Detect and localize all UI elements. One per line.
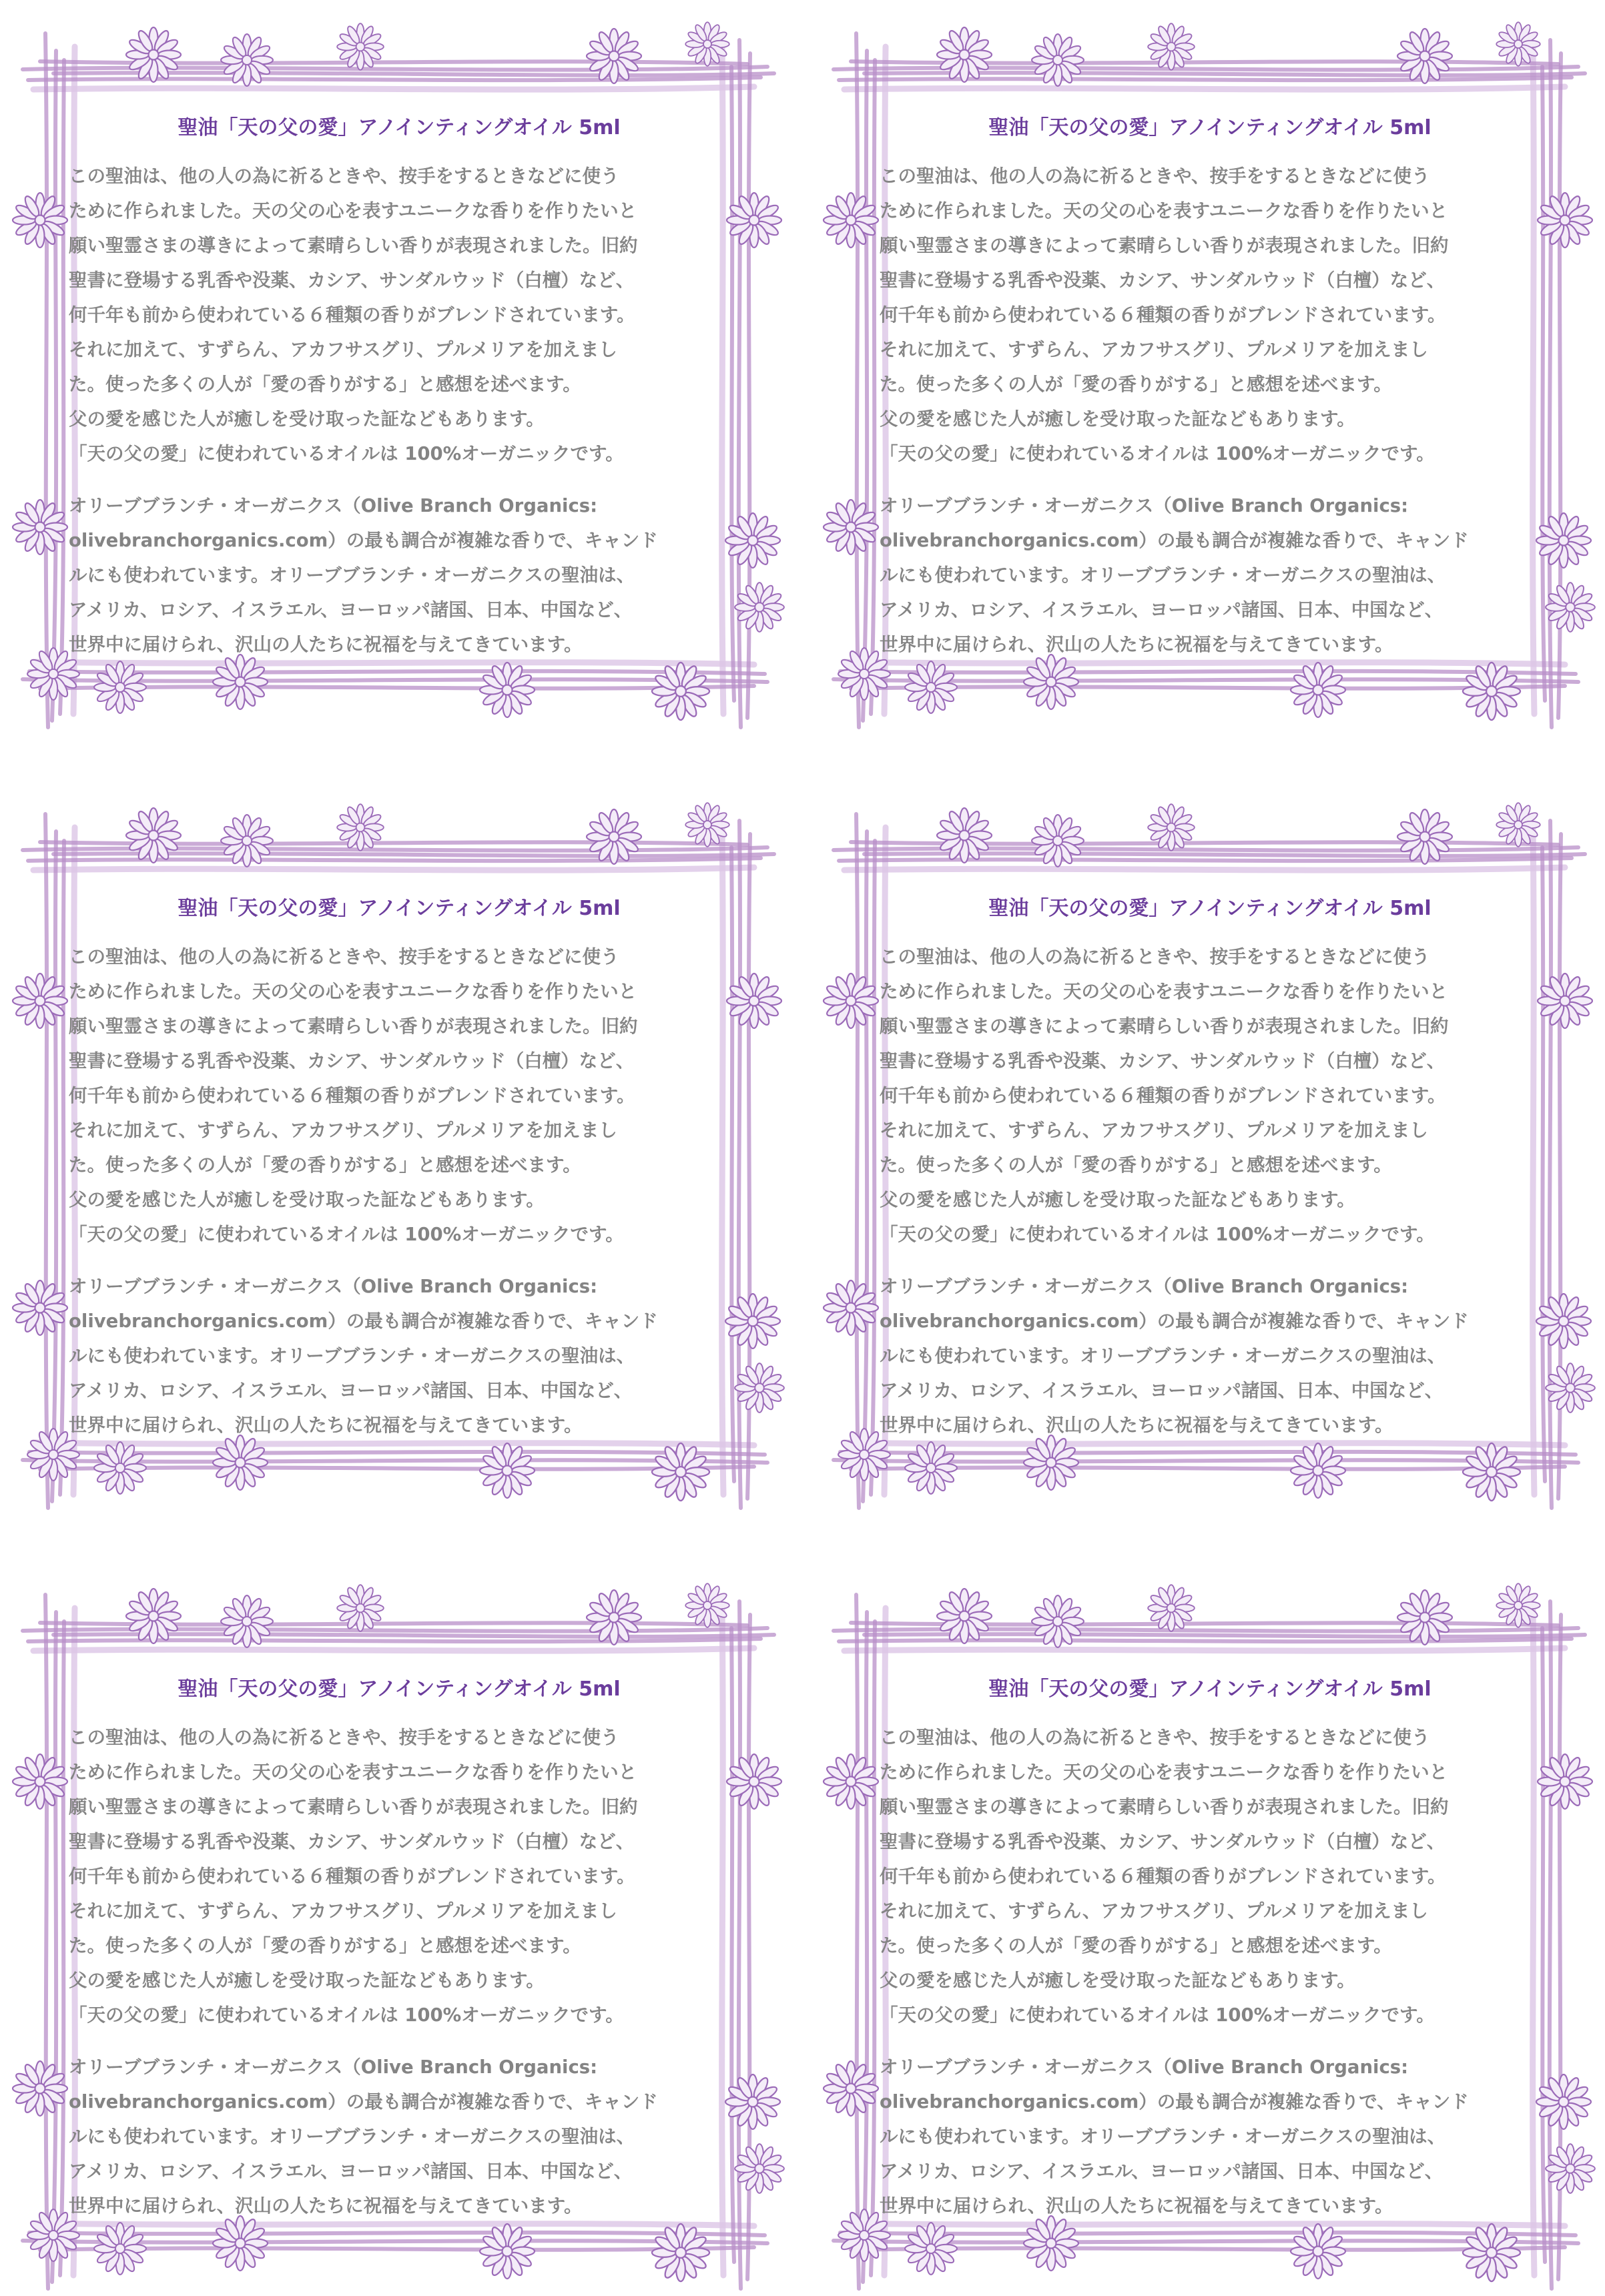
frame-stroke [28,1639,761,1641]
label-card-4 [824,801,1592,1515]
label-title: 聖油「天の父の愛」アノインティングオイル 5ml [178,1677,621,1701]
frame-stroke [40,686,754,689]
daisy-flower-icon [824,193,878,248]
frame-stroke [739,40,741,727]
daisy-flower-icon [824,2061,878,2116]
label-text-2 [880,113,1540,662]
description-paragraph: この聖油は、他の人の為に祈るときや、按手をするときなどに使う ために作られました。天の父の心を表すユニークな香りを作りたいと 願い聖霊さまの導きによって素晴らしい香りが表現されました。旧約 聖書に登場する乳香や没薬、カシア、サンダルウッド（白檀）など、 何千年も前から使われている６種類の香りがブレンドされています。 それに加えて、すずらん、アカフサスグリ、プルメリアを加えまし た。使った多くの人が「愛の香りがする」と感想を述べます。 父の愛を感じた人が癒しを受け取った証などもあります。 「天の父の愛」に使われているオイルは 100%オーガニックです。 [69,946,638,1245]
daisy-flower-icon [1546,2144,1595,2193]
description-paragraph: この聖油は、他の人の為に祈るときや、按手をするときなどに使う ために作られました。天の父の心を表すユニークな香りを作りたいと 願い聖霊さまの導きによって素晴らしい香りが表現されました。旧約 聖書に登場する乳香や没薬、カシア、サンダルウッド（白檀）など、 何千年も前から使われている６種類の香りがブレンドされています。 それに加えて、すずらん、アカフサスグリ、プルメリアを加えまし た。使った多くの人が「愛の香りがする」と感想を述べます。 父の愛を感じた人が癒しを受け取った証などもあります。 「天の父の愛」に使われているオイルは 100%オーガニックです。 [69,1727,638,2026]
frame-stroke-light [844,1443,1565,1445]
label-title: 聖油「天の父の愛」アノインティングオイル 5ml [178,116,621,139]
daisy-flower-icon [94,661,146,713]
company-paragraph: オリーブブランチ・オーガニクス（Olive Branch Organics: olivebranchorganics.com）の最も調合が複雑な香りで、キャンド ルにも使われています。オリーブブランチ・オーガニクスの聖油は、 アメリカ、ロシア、イスラエル、ヨーロッパ諸国、日本、中国など、 世界中に届けられ、沢山の人たちに祝福を与えてきています。 [69,1276,658,1436]
description-paragraph: この聖油は、他の人の為に祈るときや、按手をするときなどに使う ために作られました。天の父の心を表すユニークな香りを作りたいと 願い聖霊さまの導きによって素晴らしい香りが表現されました。旧約 聖書に登場する乳香や没薬、カシア、サンダルウッド（白檀）など、 何千年も前から使われている６種類の香りがブレンドされています。 それに加えて、すずらん、アカフサスグリ、プルメリアを加えまし た。使った多くの人が「愛の香りがする」と感想を述べます。 父の愛を感じた人が癒しを受け取った証などもあります。 「天の父の愛」に使われているオイルは 100%オーガニックです。 [880,165,1449,464]
label-card-5 [13,1581,781,2295]
description-paragraph: この聖油は、他の人の為に祈るときや、按手をするときなどに使う ために作られました。天の父の心を表すユニークな香りを作りたいと 願い聖霊さまの導きによって素晴らしい香りが表現されました。旧約 聖書に登場する乳香や没薬、カシア、サンダルウッド（白檀）など、 何千年も前から使われている６種類の香りがブレンドされています。 それに加えて、すずらん、アカフサスグリ、プルメリアを加えまし た。使った多くの人が「愛の香りがする」と感想を述べます。 父の愛を感じた人が癒しを受け取った証などもあります。 「天の父の愛」に使われているオイルは 100%オーガニックです。 [880,946,1449,1245]
frame-stroke [839,858,1572,861]
frame-stroke [52,1612,56,2282]
frame-stroke-light [33,87,754,89]
frame-stroke [851,2247,1565,2250]
label-title: 聖油「天の父の愛」アノインティングオイル 5ml [178,897,621,920]
frame-stroke [856,814,859,1508]
frame-stroke [52,51,56,721]
label-card-2 [824,20,1592,734]
frame-stroke [731,67,734,701]
label-title: 聖油「天の父の愛」アノインティングオイル 5ml [988,897,1431,920]
daisy-flower-icon [824,1280,878,1335]
frame-stroke-light [844,867,1565,870]
frame-stroke-light [844,87,1565,89]
daisy-flower-icon [13,500,67,554]
daisy-flower-icon [824,974,878,1028]
daisy-flower-icon [735,583,784,632]
frame-stroke [856,33,859,727]
daisy-flower-icon [824,500,878,554]
frame-stroke [45,33,48,727]
frame-stroke [1550,1601,1552,2289]
frame-stroke [52,831,56,1501]
label-card-1 [13,20,781,734]
frame-stroke [40,2247,754,2250]
frame-stroke-light [844,2223,1565,2226]
company-paragraph: オリーブブランチ・オーガニクス（Olive Branch Organics: olivebranchorganics.com）の最も調合が複雑な香りで、キャンド ルにも使われています。オリーブブランチ・オーガニクスの聖油は、 アメリカ、ロシア、イスラエル、ヨーロッパ諸国、日本、中国など、 世界中に届けられ、沢山の人たちに祝福を与えてきています。 [880,1276,1469,1436]
frame-stroke [863,51,867,721]
frame-stroke [60,841,64,1495]
daisy-flower-icon [735,2144,784,2193]
frame-stroke [1542,847,1545,1481]
daisy-flower-icon [13,974,67,1028]
company-paragraph: オリーブブランチ・オーガニクス（Olive Branch Organics: olivebranchorganics.com）の最も調合が複雑な香りで、キャンド ルにも使われています。オリーブブランチ・オーガニクスの聖油は、 アメリカ、ロシア、イスラエル、ヨーロッパ諸国、日本、中国など、 世界中に届けられ、沢山の人たちに祝福を与えてきています。 [880,495,1469,655]
frame-stroke [871,60,875,714]
frame-stroke-light [33,2223,754,2226]
frame-stroke [28,858,761,861]
daisy-flower-icon [727,1754,781,1809]
frame-stroke [60,60,64,714]
daisy-flower-icon [735,1363,784,1413]
label-text-6 [880,1675,1540,2223]
frame-stroke-light [33,662,754,665]
company-paragraph: オリーブブランチ・オーガニクス（Olive Branch Organics: olivebranchorganics.com）の最も調合が複雑な香りで、キャンド ルにも使われています。オリーブブランチ・オーガニクスの聖油は、 アメリカ、ロシア、イスラエル、ヨーロッパ諸国、日本、中国など、 世界中に届けられ、沢山の人たちに祝福を与えてきています。 [69,495,658,655]
daisy-flower-icon [905,1442,957,1494]
frame-stroke [731,1628,734,2262]
frame-stroke [731,847,734,1481]
daisy-flower-icon [1546,1363,1595,1413]
frame-stroke [1542,67,1545,701]
company-paragraph: オリーブブランチ・オーガニクス（Olive Branch Organics: olivebranchorganics.com）の最も調合が複雑な香りで、キャンド ルにも使われています。オリーブブランチ・オーガニクスの聖油は、 アメリカ、ロシア、イスラエル、ヨーロッパ諸国、日本、中国など、 世界中に届けられ、沢山の人たちに祝福を与えてきています。 [69,2056,658,2217]
frame-stroke [856,1595,859,2289]
daisy-flower-icon [1546,583,1595,632]
frame-stroke [739,1601,741,2289]
label-text-4 [880,894,1540,1443]
frame-stroke [28,77,761,80]
frame-stroke [851,1467,1565,1469]
frame-stroke [851,686,1565,689]
daisy-flower-icon [727,974,781,1028]
daisy-flower-icon [1538,193,1592,248]
daisy-flower-icon [94,2223,146,2275]
frame-stroke [1550,40,1552,727]
label-title: 聖油「天の父の愛」アノインティングオイル 5ml [988,1677,1431,1701]
label-text-1 [69,113,729,662]
frame-stroke-light [33,1648,754,1651]
daisy-flower-icon [94,1442,146,1494]
daisy-flower-icon [13,193,67,248]
description-paragraph: この聖油は、他の人の為に祈るときや、按手をするときなどに使う ために作られました。天の父の心を表すユニークな香りを作りたいと 願い聖霊さまの導きによって素晴らしい香りが表現されました。旧約 聖書に登場する乳香や没薬、カシア、サンダルウッド（白檀）など、 何千年も前から使われている６種類の香りがブレンドされています。 それに加えて、すずらん、アカフサスグリ、プルメリアを加えまし た。使った多くの人が「愛の香りがする」と感想を述べます。 父の愛を感じた人が癒しを受け取った証などもあります。 「天の父の愛」に使われているオイルは 100%オーガニックです。 [69,165,638,464]
daisy-flower-icon [905,661,957,713]
daisy-flower-icon [13,2061,67,2116]
frame-stroke [863,831,867,1501]
description-paragraph: この聖油は、他の人の為に祈るときや、按手をするときなどに使う ために作られました。天の父の心を表すユニークな香りを作りたいと 願い聖霊さまの導きによって素晴らしい香りが表現されました。旧約 聖書に登場する乳香や没薬、カシア、サンダルウッド（白檀）など、 何千年も前から使われている６種類の香りがブレンドされています。 それに加えて、すずらん、アカフサスグリ、プルメリアを加えまし た。使った多くの人が「愛の香りがする」と感想を述べます。 父の愛を感じた人が癒しを受け取った証などもあります。 「天の父の愛」に使われているオイルは 100%オーガニックです。 [880,1727,1449,2026]
daisy-flower-icon [905,2223,957,2275]
frame-stroke [45,814,48,1508]
frame-stroke-light [33,867,754,870]
frame-stroke-light [33,1443,754,1445]
frame-stroke [60,1621,64,2275]
label-title: 聖油「天の父の愛」アノインティングオイル 5ml [988,116,1431,139]
daisy-flower-icon [13,1280,67,1335]
frame-stroke [871,1621,875,2275]
frame-stroke [1550,821,1552,1508]
frame-stroke [839,1639,1572,1641]
company-paragraph: オリーブブランチ・オーガニクス（Olive Branch Organics: olivebranchorganics.com）の最も調合が複雑な香りで、キャンド ルにも使われています。オリーブブランチ・オーガニクスの聖油は、 アメリカ、ロシア、イスラエル、ヨーロッパ諸国、日本、中国など、 世界中に届けられ、沢山の人たちに祝福を与えてきています。 [880,2056,1469,2217]
daisy-flower-icon [1538,974,1592,1028]
daisy-flower-icon [727,193,781,248]
frame-stroke [739,821,741,1508]
label-text-3 [69,894,729,1443]
label-card-3 [13,801,781,1515]
frame-stroke [45,1595,48,2289]
frame-stroke [40,1467,754,1469]
frame-stroke-light [844,1648,1565,1651]
frame-stroke-light [844,662,1565,665]
frame-stroke [863,1612,867,2282]
label-text-5 [69,1675,729,2223]
frame-stroke [839,77,1572,80]
frame-stroke [871,841,875,1495]
daisy-flower-icon [1538,1754,1592,1809]
frame-stroke [1542,1628,1545,2262]
daisy-flower-icon [824,1754,878,1809]
label-card-6 [824,1581,1592,2295]
daisy-flower-icon [13,1754,67,1809]
